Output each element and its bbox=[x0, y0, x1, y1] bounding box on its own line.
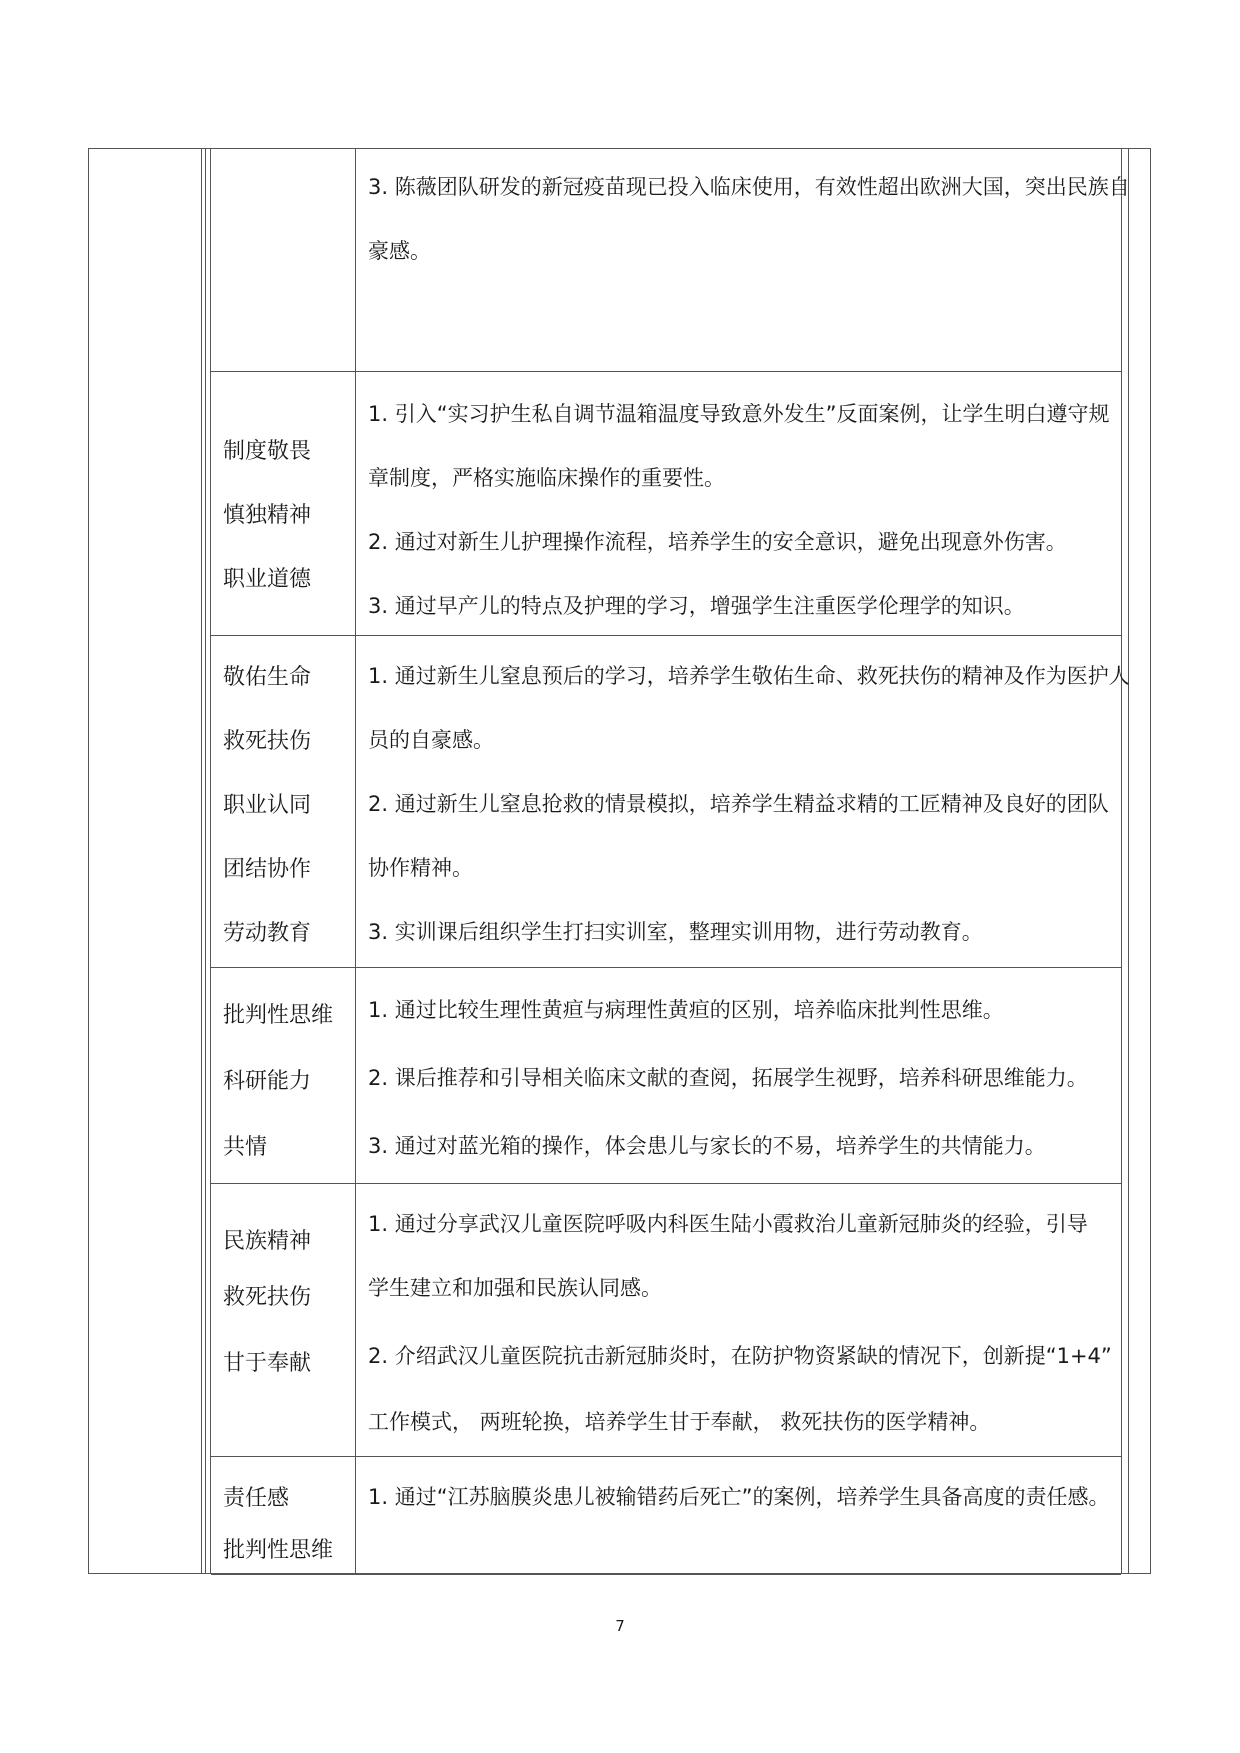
row-label: 制度敬畏 bbox=[223, 439, 312, 464]
content-line: 1. 通过“江苏脑膜炎患儿被输错药后死亡”的案例，培养学生具备高度的责任感。 bbox=[368, 1485, 1110, 1509]
content-line: 3. 陈薇团队研发的新冠疫苗现已投入临床使用，有效性超出欧洲大国，突出民族自 bbox=[368, 175, 1130, 199]
row-label-cell bbox=[211, 372, 356, 635]
table-row bbox=[211, 968, 1121, 1184]
row-content-cell bbox=[356, 1457, 1121, 1573]
content-line: 工作模式， 两班轮换，培养学生甘于奉献， 救死扶伤的医学精神。 bbox=[368, 1410, 991, 1434]
table-row bbox=[211, 1457, 1121, 1575]
row-label: 救死扶伤 bbox=[223, 729, 312, 754]
content-line: 2. 通过新生儿窒息抢救的情景模拟，培养学生精益求精的工匠精神及良好的团队 bbox=[368, 792, 1109, 816]
inner-table bbox=[205, 149, 1129, 1573]
table-row bbox=[211, 372, 1121, 636]
content-line: 豪感。 bbox=[368, 239, 431, 263]
row-label: 民族精神 bbox=[223, 1229, 312, 1254]
left-column-divider bbox=[201, 149, 202, 1573]
row-label: 责任感 bbox=[223, 1486, 290, 1511]
content-line: 3. 实训课后组织学生打扫实训室，整理实训用物，进行劳动教育。 bbox=[368, 920, 983, 944]
content-line: 2. 通过对新生儿护理操作流程，培养学生的安全意识，避免出现意外伤害。 bbox=[368, 530, 1067, 554]
row-content-cell bbox=[356, 372, 1121, 635]
table-row bbox=[211, 636, 1130, 968]
row-label: 救死扶伤 bbox=[223, 1285, 312, 1310]
table-row bbox=[211, 149, 1130, 372]
row-content-cell bbox=[356, 149, 1130, 371]
content-line: 章制度，严格实施临床操作的重要性。 bbox=[368, 466, 725, 490]
content-line: 3. 通过对蓝光箱的操作，体会患儿与家长的不易，培养学生的共情能力。 bbox=[368, 1134, 1046, 1158]
row-label: 批判性思维 bbox=[223, 1003, 334, 1028]
page-number: 7 bbox=[615, 1617, 625, 1635]
row-label: 职业认同 bbox=[223, 793, 312, 818]
row-label: 共情 bbox=[223, 1135, 268, 1160]
row-label: 科研能力 bbox=[223, 1069, 312, 1094]
inner-table-body bbox=[210, 149, 1130, 1573]
content-line: 1. 通过新生儿窒息预后的学习，培养学生敬佑生命、救死扶伤的精神及作为医护人 bbox=[368, 664, 1130, 688]
content-line: 员的自豪感。 bbox=[368, 728, 494, 752]
row-content-cell bbox=[356, 1184, 1121, 1456]
content-line: 协作精神。 bbox=[368, 856, 473, 880]
content-line: 1. 引入“实习护生私自调节温箱温度导致意外发生”反面案例，让学生明白遵守规 bbox=[368, 402, 1110, 426]
row-label: 慎独精神 bbox=[223, 503, 312, 528]
content-line: 2. 介绍武汉儿童医院抗击新冠肺炎时，在防护物资紧缺的情况下，创新提“1+4” bbox=[368, 1344, 1112, 1368]
content-line: 1. 通过分享武汉儿童医院呼吸内科医生陆小霞救治儿童新冠肺炎的经验，引导 bbox=[368, 1212, 1088, 1236]
row-content-cell bbox=[356, 636, 1130, 967]
table-row bbox=[211, 1184, 1121, 1457]
row-label-cell bbox=[211, 149, 356, 371]
row-label: 甘于奉献 bbox=[223, 1351, 312, 1376]
content-line: 2. 课后推荐和引导相关临床文献的查阅，拓展学生视野，培养科研思维能力。 bbox=[368, 1066, 1088, 1090]
row-label-cell bbox=[211, 968, 356, 1183]
row-label: 职业道德 bbox=[223, 567, 312, 592]
outer-table bbox=[88, 148, 1151, 1574]
row-label-cell bbox=[211, 636, 356, 967]
row-content-cell bbox=[356, 968, 1121, 1183]
row-label: 团结协作 bbox=[223, 857, 312, 882]
row-label-cell bbox=[211, 1184, 356, 1456]
content-line: 1. 通过比较生理性黄疸与病理性黄疸的区别，培养临床批判性思维。 bbox=[368, 998, 1004, 1022]
content-line: 3. 通过早产儿的特点及护理的学习，增强学生注重医学伦理学的知识。 bbox=[368, 594, 1025, 618]
row-label-cell bbox=[211, 1457, 356, 1573]
row-label: 敬佑生命 bbox=[223, 665, 312, 690]
row-label: 劳动教育 bbox=[223, 921, 312, 946]
content-line: 学生建立和加强和民族认同感。 bbox=[368, 1276, 662, 1300]
row-label: 批判性思维 bbox=[223, 1538, 334, 1563]
